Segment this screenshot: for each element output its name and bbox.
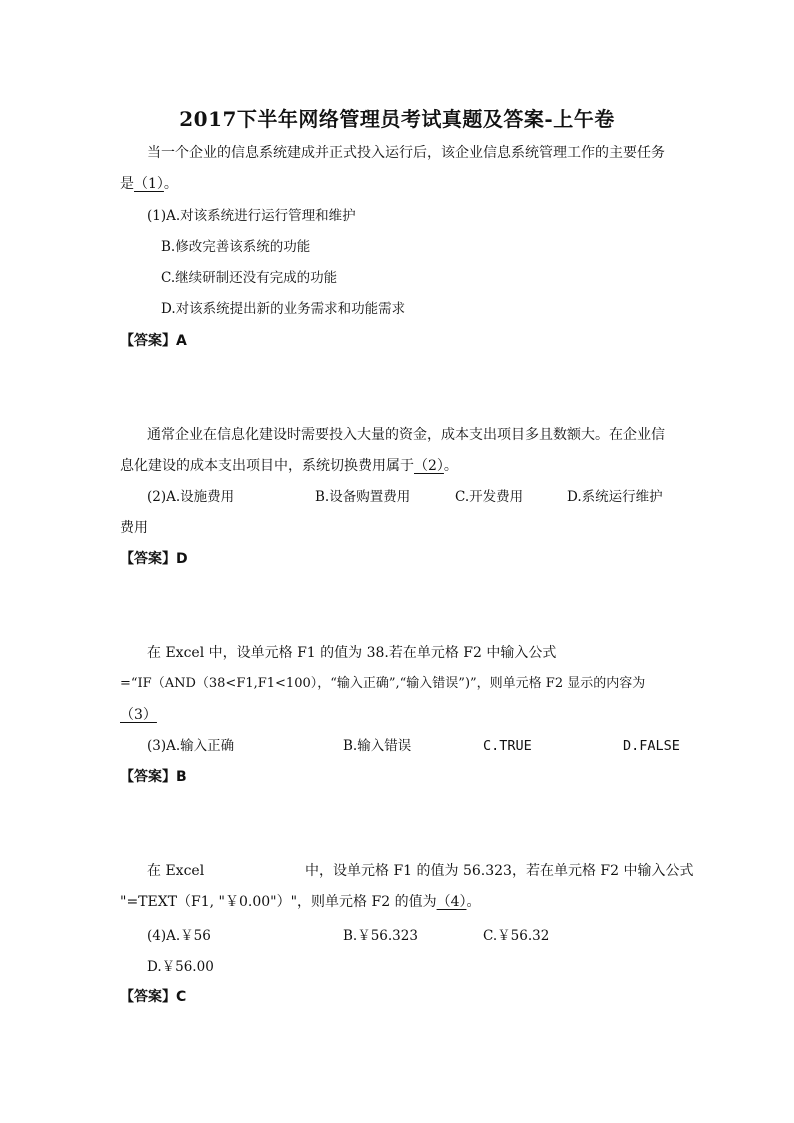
q1-option-b: B.修改完善该系统的功能: [161, 239, 311, 255]
q3-answer: [120, 767, 187, 787]
q2-stem-line2: [120, 456, 458, 476]
q2-answer: [120, 549, 188, 569]
q4-stem-post: 。: [466, 894, 481, 910]
q2-stem-post: 。: [443, 458, 458, 474]
q3-stem-line2: =“IF（AND（38<F1,F1<100），“输入正确”,“输入错误”)”，则单元格 F2 显示的内容为: [120, 676, 646, 691]
q1-option-c: C.继续研制还没有完成的功能: [161, 270, 338, 286]
q2-option-b: B.设备购置费用: [315, 489, 411, 505]
q2-option-c: C.开发费用: [455, 489, 524, 505]
q3-option-d: D.FALSE: [623, 738, 680, 754]
q4-answer: [120, 987, 186, 1007]
q1-blank: （1）: [134, 176, 164, 192]
q3-blank: （3）: [120, 707, 157, 723]
q2-stem-line1: 通常企业在信息化建设时需要投入大量的资金，成本支出项目多且数额大。在企业信: [147, 427, 665, 443]
q1-stem-post: 。: [163, 176, 178, 192]
q1-stem-pre: 是: [120, 176, 134, 192]
q1-stem-line2: [120, 174, 178, 194]
q1-answer-value: A: [176, 333, 187, 349]
q4-answer-value: C: [176, 989, 187, 1005]
q3-stem-line1: 在 Excel 中，设单元格 F1 的值为 38.若在单元格 F2 中输入公式: [147, 645, 557, 661]
q2-option-wrap: 费用: [120, 520, 148, 536]
q3-option-c: C.TRUE: [483, 738, 532, 754]
q4-stem-pre: "=TEXT（F1, "￥0.00"）"，则单元格 F2 的值为: [120, 894, 437, 910]
q4-blank: （4）: [436, 894, 467, 910]
q2-option-d: D.系统运行维护: [567, 489, 663, 505]
q1-option-a: (1)A.对该系统进行运行管理和维护: [147, 208, 356, 224]
q1-answer: [120, 331, 187, 351]
q1-answer-label: 【答案】: [120, 333, 176, 349]
q4-stem-line1-pre: 在 Excel: [147, 863, 205, 879]
q4-option-b: B.￥56.323: [343, 928, 418, 944]
q4-stem-line1-post: 中，设单元格 F1 的值为 56.323，若在单元格 F2 中输入公式: [305, 863, 694, 879]
q2-answer-value: D: [176, 551, 188, 567]
q3-option-a: (3)A.输入正确: [147, 738, 235, 754]
q3-option-b: B.输入错误: [343, 738, 412, 754]
q2-stem-pre: 息化建设的成本支出项目中，系统切换费用属于: [120, 458, 414, 474]
q4-option-a: (4)A.￥56: [147, 928, 211, 944]
q3-stem-line3: [120, 705, 157, 725]
q2-blank: （2）: [414, 458, 444, 474]
q4-answer-label: 【答案】: [120, 989, 176, 1005]
q1-stem-line1: 当一个企业的信息系统建成并正式投入运行后，该企业信息系统管理工作的主要任务: [147, 145, 665, 161]
q3-answer-value: B: [176, 769, 187, 785]
q3-answer-label: 【答案】: [120, 769, 176, 785]
q4-option-d: D.￥56.00: [147, 959, 214, 975]
q2-answer-label: 【答案】: [120, 551, 176, 567]
page-title: 2017下半年网络管理员考试真题及答案-上午卷: [179, 107, 615, 131]
q4-stem-line2: [120, 892, 481, 912]
q1-option-d: D.对该系统提出新的业务需求和功能需求: [161, 301, 406, 317]
q2-option-a: (2)A.设施费用: [147, 489, 235, 505]
q4-option-c: C.￥56.32: [483, 928, 550, 944]
